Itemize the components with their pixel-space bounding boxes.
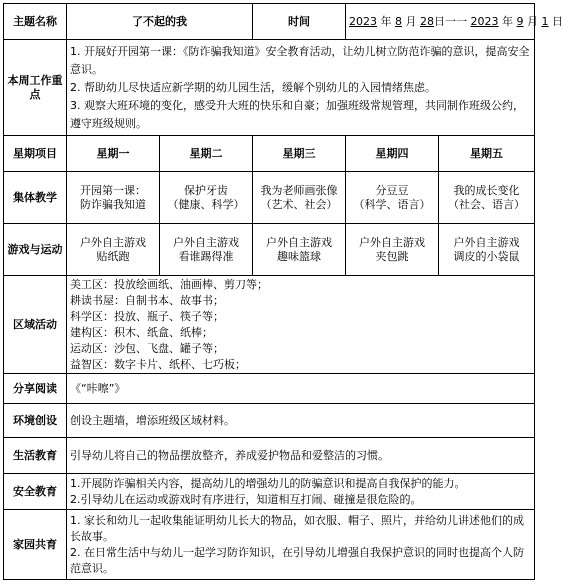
- days-label: 星期项目: [4, 136, 67, 172]
- games-cell-monday: [67, 224, 160, 276]
- games-cell-line: 户外自主游戏: [80, 235, 146, 249]
- group-cell-line: （健康、科学）: [167, 197, 245, 211]
- games-cell-line: 看谁踢得准: [178, 249, 234, 263]
- day-thursday: 星期四: [346, 136, 439, 172]
- family-content: [67, 510, 535, 580]
- year-char-2: 年: [502, 14, 513, 28]
- group-cell-line: （社会、语言）: [448, 197, 525, 211]
- group-cell-line: 开园第一课：: [80, 183, 146, 197]
- day-char-2: 日: [552, 14, 563, 28]
- group-teaching-label: 集体教学: [4, 172, 67, 224]
- group-cell-line: （科学、语言）: [353, 197, 431, 211]
- group-cell-line: 我为老师画张像: [260, 183, 338, 197]
- family-row: [4, 510, 535, 580]
- games-label: 游戏与运动: [4, 224, 67, 276]
- safety-content: [67, 474, 535, 510]
- group-cell-line: 分豆豆: [375, 183, 409, 197]
- games-cell-wednesday: [253, 224, 346, 276]
- weekly-plan-table: [3, 3, 563, 580]
- games-cell-line: 贴纸跑: [96, 249, 130, 263]
- theme-label: 主题名称: [4, 4, 67, 40]
- life-row: [4, 438, 535, 474]
- group-cell-thursday: [346, 172, 439, 224]
- area-item: 科学区：投放、瓶子、筷子等；: [70, 309, 224, 323]
- family-item: 1. 家长和幼儿一起收集能证明幼儿长大的物品，如衣服、帽子、照片，并给幼儿讲述他们的成长故事。: [70, 513, 524, 543]
- end-month: 9: [516, 14, 524, 28]
- day-wednesday: 星期三: [253, 136, 346, 172]
- games-cell-line: 夹包跳: [375, 249, 409, 263]
- day-monday: 星期一: [67, 136, 160, 172]
- days-row: [4, 136, 535, 172]
- time-label: 时间: [253, 4, 346, 40]
- group-cell-monday: [67, 172, 160, 224]
- day-tuesday: 星期二: [160, 136, 253, 172]
- environment-row: [4, 404, 535, 438]
- safety-item: 1.开展防诈骗相关内容，提高幼儿的增强幼儿的防骗意识和提高自我保护的能力。: [70, 476, 466, 490]
- safety-label: 安全教育: [4, 474, 67, 510]
- games-cell-line: 趣味篮球: [277, 249, 321, 263]
- games-cell-line: 户外自主游戏: [173, 235, 239, 249]
- day-friday: 星期五: [439, 136, 535, 172]
- areas-label: 区域活动: [4, 276, 67, 374]
- games-cell-line: 户外自主游戏: [453, 235, 520, 249]
- focus-item: 1. 开展好开园第一课：《防诈骗我知道》安全教育活动，让幼儿树立防范诈骗的意识，提高安全意识。: [70, 44, 530, 76]
- area-item: 益智区：数字卡片、纸杯、七巧板；: [70, 357, 246, 371]
- group-cell-line: 我的成长变化: [453, 183, 520, 197]
- family-item: 2. 在日常生活中与幼儿一起学习防诈知识，在引导幼儿增强自我保护意识的同时也提高个人防范意识。: [70, 545, 524, 575]
- header-row: [4, 4, 535, 40]
- focus-item: 3. 观察大班环境的变化，感受升大班的快乐和自豪；加强班级常规管理，共同制作班级公约，遵守班级规则。: [70, 98, 524, 130]
- area-item: 建构区：积木、纸盒、纸棒；: [70, 325, 213, 339]
- group-cell-line: 保护牙齿: [184, 183, 228, 197]
- environment-content: 创设主题墙，增添班级区域材料。: [67, 404, 535, 438]
- safety-item: 2.引导幼儿在运动或游戏时有序进行，知道相互打闹、碰撞是很危险的。: [70, 492, 422, 506]
- group-cell-friday: [439, 172, 535, 224]
- games-cell-line: 调皮的小袋鼠: [453, 249, 520, 263]
- areas-content: [67, 276, 535, 374]
- focus-row: [4, 40, 535, 136]
- area-item: 美工区：投放绘画纸、油画棒、剪刀等；: [70, 277, 268, 291]
- area-item: 耕读书屋：自制书本、故事书；: [70, 293, 224, 307]
- games-cell-tuesday: [160, 224, 253, 276]
- reading-row: [4, 374, 535, 404]
- month-char-1: 月: [405, 14, 417, 28]
- year-char-1: 年: [380, 14, 392, 28]
- group-cell-wednesday: [253, 172, 346, 224]
- theme-value: 了不起的我: [67, 4, 253, 40]
- focus-label: 本周工作重点: [4, 40, 67, 136]
- focus-content: [67, 40, 535, 136]
- group-cell-tuesday: [160, 172, 253, 224]
- end-year: 2023: [470, 14, 499, 28]
- games-cell-line: 户外自主游戏: [359, 235, 425, 249]
- games-cell-line: 户外自主游戏: [266, 235, 332, 249]
- games-cell-friday: [439, 224, 535, 276]
- area-item: 运动区：沙包、飞盘、罐子等；: [70, 341, 224, 355]
- reading-label: 分享阅读: [4, 374, 67, 404]
- environment-label: 环境创设: [4, 404, 67, 438]
- group-cell-line: 防诈骗我知道: [80, 197, 146, 211]
- family-label: 家园共育: [4, 510, 67, 580]
- group-teaching-row: [4, 172, 535, 224]
- start-month: 8: [395, 14, 402, 28]
- games-row: [4, 224, 535, 276]
- start-year: 2023: [349, 14, 377, 28]
- start-day: 28: [420, 14, 434, 28]
- areas-row: [4, 276, 535, 374]
- safety-row: [4, 474, 535, 510]
- life-label: 生活教育: [4, 438, 67, 474]
- focus-item: 2. 帮助幼儿尽快适应新学期的幼儿园生活，缓解个别幼儿的入园情绪焦虑。: [70, 80, 436, 94]
- life-content: 引导幼儿将自己的物品摆放整齐，养成爱护物品和爱整洁的习惯。: [67, 438, 535, 474]
- month-char-2: 月: [527, 14, 538, 28]
- end-day: 1: [541, 14, 549, 28]
- games-cell-thursday: [346, 224, 439, 276]
- reading-content: 《“咔嚓”》: [67, 374, 535, 404]
- date-range: [346, 4, 563, 40]
- group-cell-line: （艺术、社会）: [260, 197, 338, 211]
- date-separator: 日一一: [434, 14, 467, 28]
